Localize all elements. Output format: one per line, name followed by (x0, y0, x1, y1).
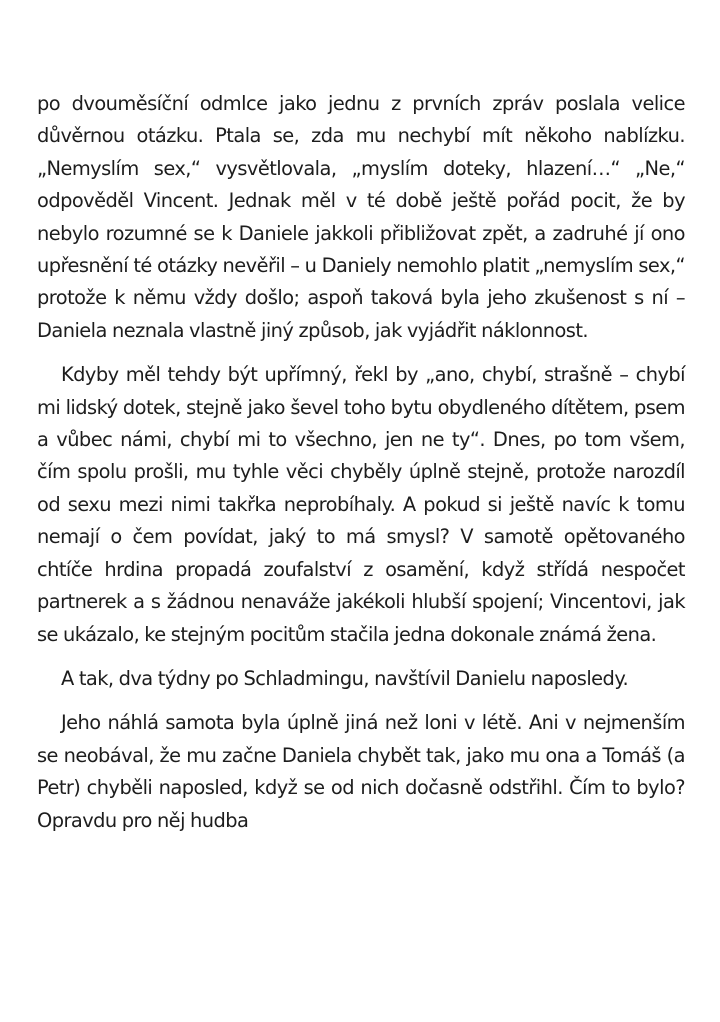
book-page (37, 88, 685, 849)
paragraph: Kdyby měl tehdy být upřímný, řekl by „ano, chybí, strašně – chybí mi lidský dotek, stejně jako ševel toho bytu obydleného dítětem, psem a vůbec námi, chybí mi to všechno, jen ne ty“. Dnes, po tom všem, čím spolu prošli, mu tyhle věci chyběly úplně stejně, protože narozdíl od sexu mezi nimi takřka neprobíhaly. A pokud si ještě navíc k tomu nemají o čem povídat, jaký to má smysl? V samotě opětovaného chtíče hrdina propadá zoufalství z osamění, když střídá nespočet partnerek a s žádnou nenaváže jakékoli hlubší spojení; Vincentovi, jak se ukázalo, ke stejným pocitům stačila jedna dokonale známá žena. (37, 363, 685, 646)
paragraph: Jeho náhlá samota byla úplně jiná než loni v létě. Ani v nejmenším se neobával, že mu začne Daniela chybět tak, jako mu ona a Tomáš (a Petr) chyběli naposled, když se od nich dočasně odstřihl. Čím to bylo? Opravdu pro něj hudba (37, 711, 685, 832)
paragraph: A tak, dva týdny po Schladmingu, navštívil Danielu naposledy. (61, 666, 629, 690)
paragraph: po dvouměsíční odmlce jako jednu z prvních zpráv poslala velice důvěrnou otázku. Ptala se, zda mu nechybí mít někoho nablízku. „Nemyslím sex,“ vysvětlovala, „myslím doteky, hlazení…“ „Ne,“ odpověděl Vincent. Jednak měl v té době ještě pořád pocit, že by nebylo rozumné se k Daniele jakkoli přibližovat zpět, a zadruhé jí ono upřesnění té otázky nevěřil – u Daniely nemohlo platit „nemyslím sex,“ protože k němu vždy došlo; aspoň taková byla jeho zkušenost s ní – Daniela neznala vlastně jiný způsob, jak vyjádřit náklonnost. (37, 92, 685, 342)
